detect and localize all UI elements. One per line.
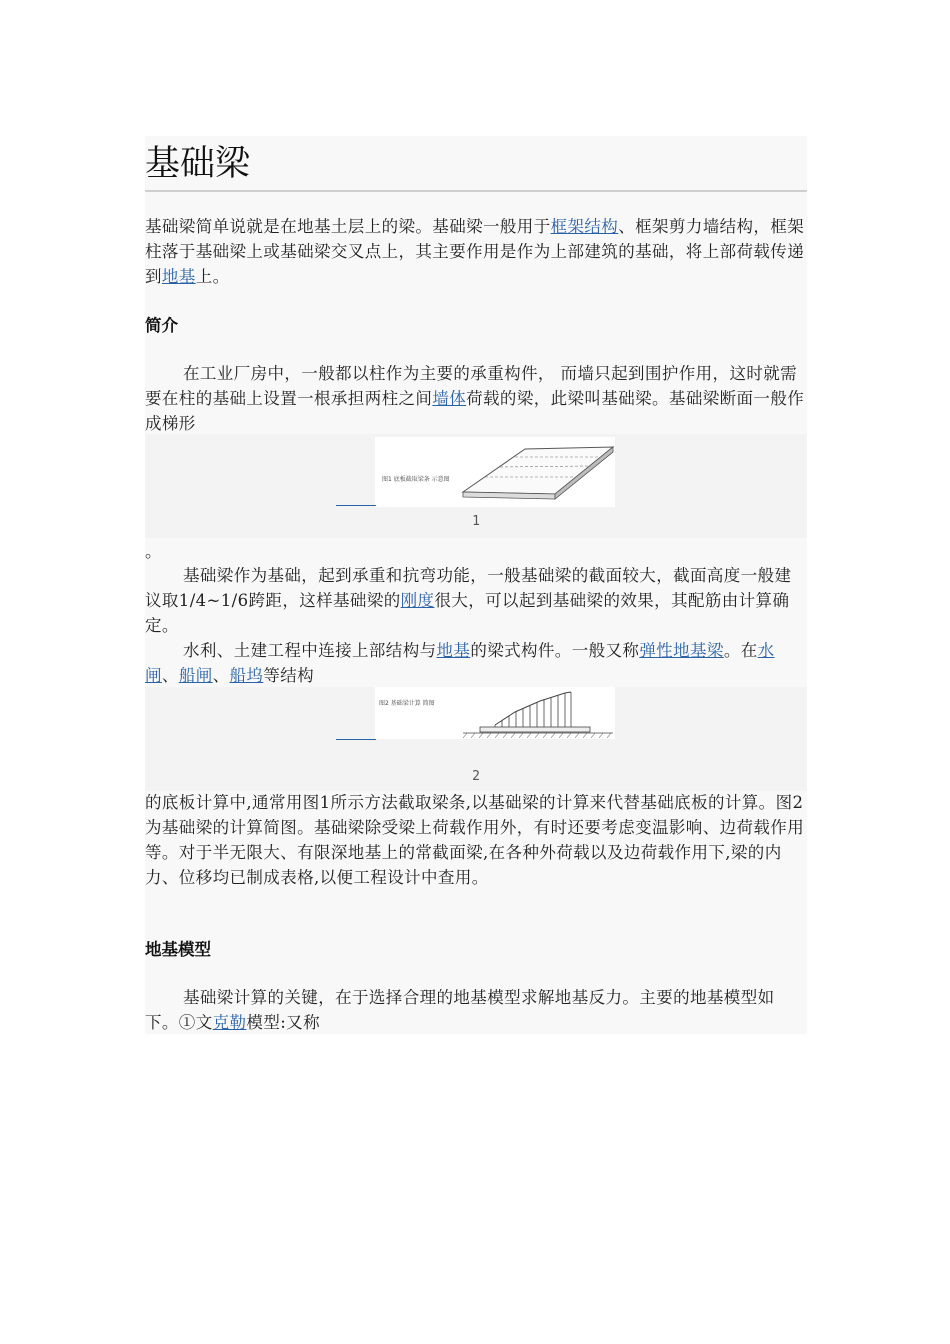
link-winkler[interactable]: 克勒 — [212, 1013, 247, 1032]
s2p1-text-1: 基础梁计算的关键，在于选择合理的地基模型求解地基反力。主要的地基模型如下。①文 — [145, 988, 775, 1032]
figure-2-caption: 图2 基础梁计算 简图 — [379, 700, 435, 707]
link-stiffness[interactable]: 刚度 — [400, 591, 435, 610]
figure-2-link-underline[interactable] — [336, 739, 376, 740]
section1-paragraph-2 — [145, 563, 807, 638]
link-frame-structure[interactable]: 框架结构 — [550, 217, 619, 236]
s1p2-text-1: 基础梁作为基础，起到承重和抗弯功能，一般基础梁的截面较大，截面高度一般建议取1/4~1/6跨距，这样基础梁的 — [145, 566, 792, 610]
figure-2-number: 2 — [472, 769, 480, 784]
s1p1-text-2: 荷载的梁，此梁叫基础梁。基础梁断面一般作成梯形 — [145, 389, 805, 433]
link-wall[interactable]: 墙体 — [432, 389, 467, 408]
s1p3-text-2: 的梁式构件。一般又称 — [470, 641, 640, 660]
link-ship-lock[interactable]: 船闸 — [178, 666, 213, 685]
intro-text-2: 、框架剪力墙结构，框架柱落于基础梁上或基础梁交叉点上，其主要作用是作为上部建筑的基础，将上部荷载传递到 — [145, 217, 805, 286]
title-divider — [145, 190, 807, 192]
beam-load-diagram — [375, 687, 615, 739]
s1p3-text-3: 。在 — [723, 641, 758, 660]
figure-1-image — [375, 437, 615, 507]
page-title: 基础梁 — [145, 144, 251, 184]
section2-paragraph-1 — [145, 985, 807, 1035]
figure-1-trailing-text: 。 — [145, 542, 162, 561]
s1p3-text-6: 等结构 — [263, 666, 315, 685]
s1p2-text-2: 很大，可以起到基础梁的效果，其配筋由计算确定。 — [145, 591, 790, 635]
s2p1-text-2: 模型:又称 — [246, 1013, 320, 1032]
figure-1-link-underline[interactable] — [336, 505, 376, 506]
section1-paragraph-4: 的底板计算中,通常用图1所示方法截取梁条,以基础梁的计算来代替基础底板的计算。图2为基础梁的计算简图。基础梁除受梁上荷载作用外，有时还要考虑变温影响、边荷载作用等。对于半无限大、有限深地基上的常截面梁,在各种外荷载以及边荷载作用下,梁的内力、位移均已制成表格,以便工程设计中查用。 — [145, 793, 805, 887]
link-foundation-2[interactable]: 地基 — [436, 641, 471, 660]
section1-paragraph-1 — [145, 361, 807, 436]
s1p3-text-5: 、 — [212, 666, 230, 685]
link-elastic-foundation-beam[interactable]: 弹性地基梁 — [639, 641, 724, 660]
s1p3-text-4: 、 — [161, 666, 179, 685]
section1-paragraph-3 — [145, 638, 807, 688]
figure-2-image — [375, 687, 615, 739]
link-foundation[interactable]: 地基 — [161, 267, 196, 286]
figure-1-caption: 图1 底板截取梁条 示意图 — [382, 476, 450, 483]
article-content — [145, 136, 807, 1034]
figure-1-number: 1 — [472, 514, 480, 529]
intro-text-1: 基础梁简单说就是在地基土层上的梁。基础梁一般用于 — [145, 217, 551, 236]
section-heading-foundation-model: 地基模型 — [145, 940, 211, 959]
s1p3-text-1: 水利、土建工程中连接上部结构与 — [183, 641, 437, 660]
intro-paragraph — [145, 214, 807, 289]
intro-text-3: 上。 — [195, 267, 230, 286]
beam-slab-drawing — [375, 437, 615, 507]
section-heading-intro: 简介 — [145, 316, 178, 335]
figure-1 — [145, 434, 807, 538]
s1p1-text-1: 在工业厂房中，一般都以柱作为主要的承重构件， 而墙只起到围护作用，这时就需要在柱的基础上设置一根承担两柱之间 — [145, 364, 798, 408]
figure-2 — [145, 687, 807, 791]
link-dock[interactable]: 船坞 — [229, 666, 264, 685]
link-sluice[interactable]: 水闸 — [145, 641, 775, 685]
